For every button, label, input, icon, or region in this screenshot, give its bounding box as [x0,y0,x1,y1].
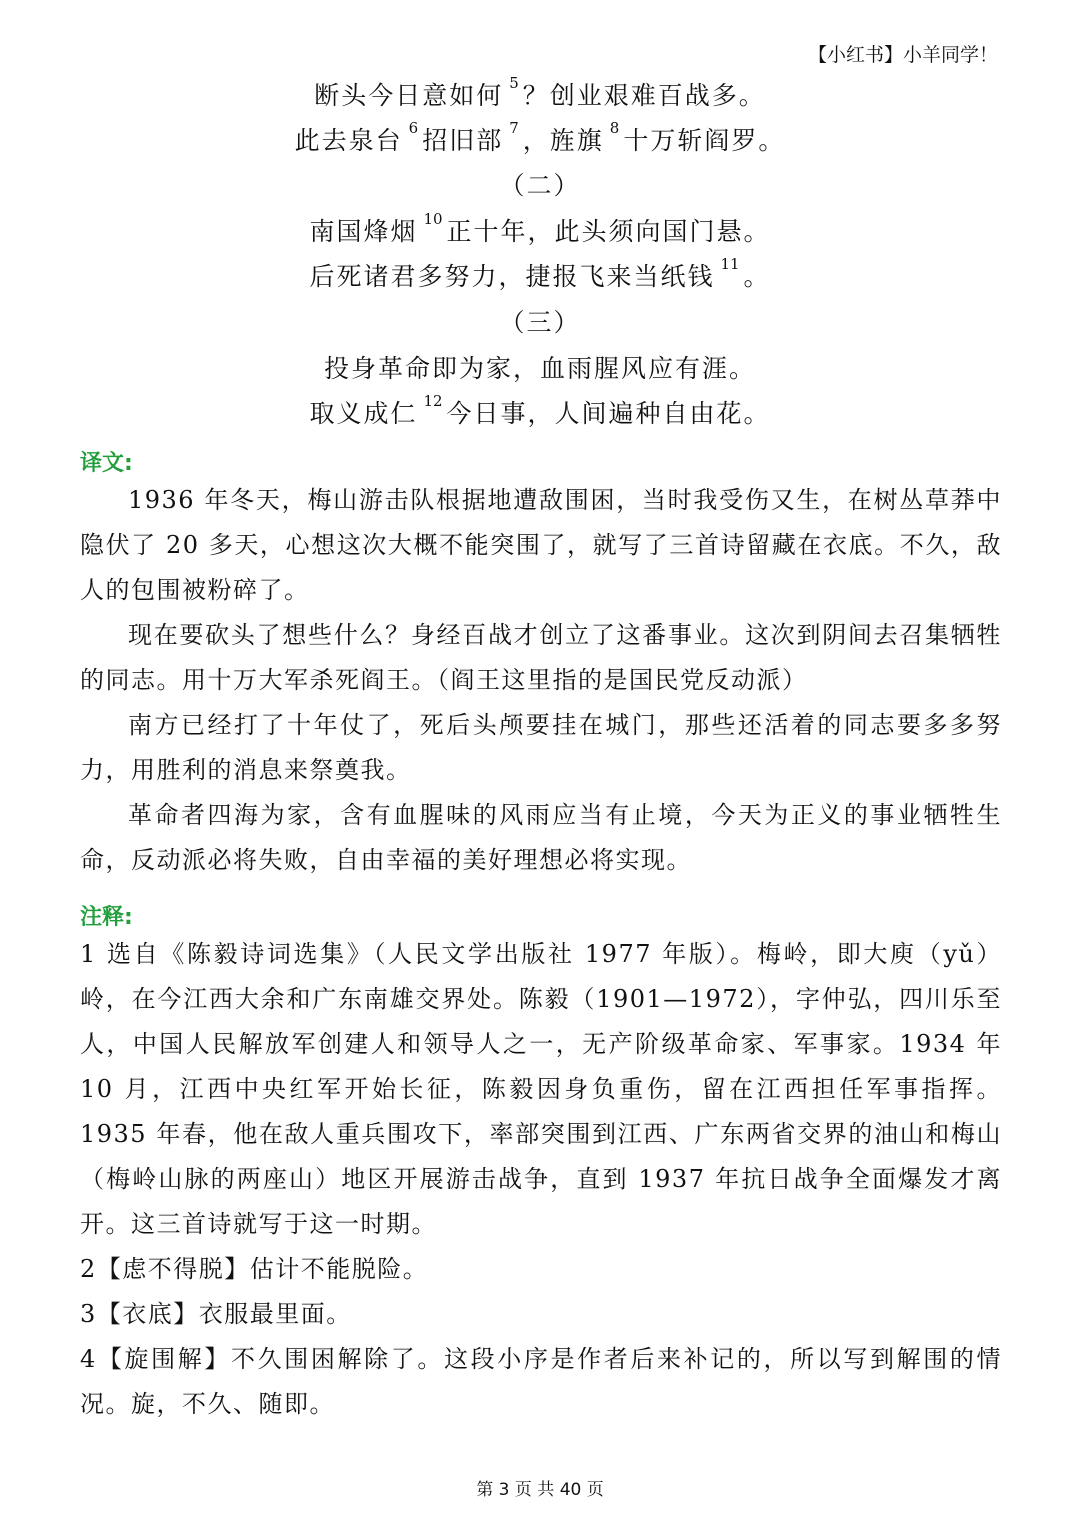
poem-line-3: 南国烽烟 $^{10}$ 正十年，此头须向国门悬。 [309,210,771,246]
footnote-ref-12: 12 [423,392,443,410]
translation-paragraph: 南方已经打了十年仗了，死后头颅要挂在城门，那些还活着的同志要多多努力，用胜利的消息来祭奠我。 [80,711,1002,784]
poem-line-6: 取义成仁 $^{12}$ 今日事，人间遍种自由花。 [309,392,771,428]
translation-heading: 译文: [80,451,133,476]
note-item: 1 选自《陈毅诗词选集》（人民文学出版社 1977 年版）。梅岭，即大庾（yǔ）岭，在今江西大余和广东南雄交界处。陈毅（1901—1972），字仲弘，四川乐至人，中国人民解放军创建人和领导人之一，无产阶级革命家、军事家。1934 年 10 月，江西中央红军开始长征，陈毅因身负重伤，留在江西担任军事指挥。1935 年春，他在敌人重兵围攻下，率部突围到江西、广东两省交界的油山和梅山（梅岭山脉的两座山）地区开展游击战争，直到 1937 年抗日战争全面爆发才离开。这三首诗就写于这一时期。 [80,940,1002,1238]
translation-paragraph: 1936 年冬天，梅山游击队根据地遭敌围困，当时我受伤又生，在树丛草莽中隐伏了 20 多天，心想这次大概不能突围了，就写了三首诗留藏在衣底。不久，敌人的包围被粉碎了。 [80,486,1002,604]
poem-line-2: 此去泉台 $^6$ 招旧部 $^7$ ，旌旗 $^8$ 十万斩阎罗。 [294,119,786,155]
poem-line-5: 投身革命即为家，血雨腥风应有涯。 [323,354,756,383]
page-number: 第 3 页 共 40 页 [476,1480,604,1500]
notes-body [80,932,1002,1427]
footnote-ref-10: 10 [423,210,443,228]
note-item: 4【旋围解】不久围困解除了。这段小序是作者后来补记的，所以写到解围的情况。旋，不久、随即。 [80,1345,1002,1418]
poem-part-heading-2: （二） [499,171,581,200]
poem-line-1: 断头今日意如何 $^5$ ？创业艰难百战多。 [314,74,766,110]
header-source-tag: 【小红书】小羊同学！ [807,44,998,66]
poem-line-4: 后死诸君多努力，捷报飞来当纸钱 $^{11}$ 。 [309,255,771,291]
translation-paragraph: 革命者四海为家，含有血腥味的风雨应当有止境，今天为正义的事业牺牲生命，反动派必将失败，自由幸福的美好理想必将实现。 [80,801,1002,874]
footnote-ref-7: 7 [509,119,519,137]
footnote-ref-6: 6 [408,119,419,137]
footnote-ref-8: 8 [609,119,620,137]
note-item: 3【衣底】衣服最里面。 [80,1300,352,1328]
footnote-ref-5: 5 [509,74,519,92]
translation-body [80,478,1002,883]
poem-part-heading-3: （三） [499,308,581,337]
note-item: 2【虑不得脱】估计不能脱险。 [80,1255,429,1283]
footnote-ref-11: 11 [720,255,740,273]
translation-paragraph: 现在要砍头了想些什么？身经百战才创立了这番事业。这次到阴间去召集牺牲的同志。用十万大军杀死阎王。（阎王这里指的是国民党反动派） [80,621,1002,694]
notes-heading: 注释: [80,905,133,930]
